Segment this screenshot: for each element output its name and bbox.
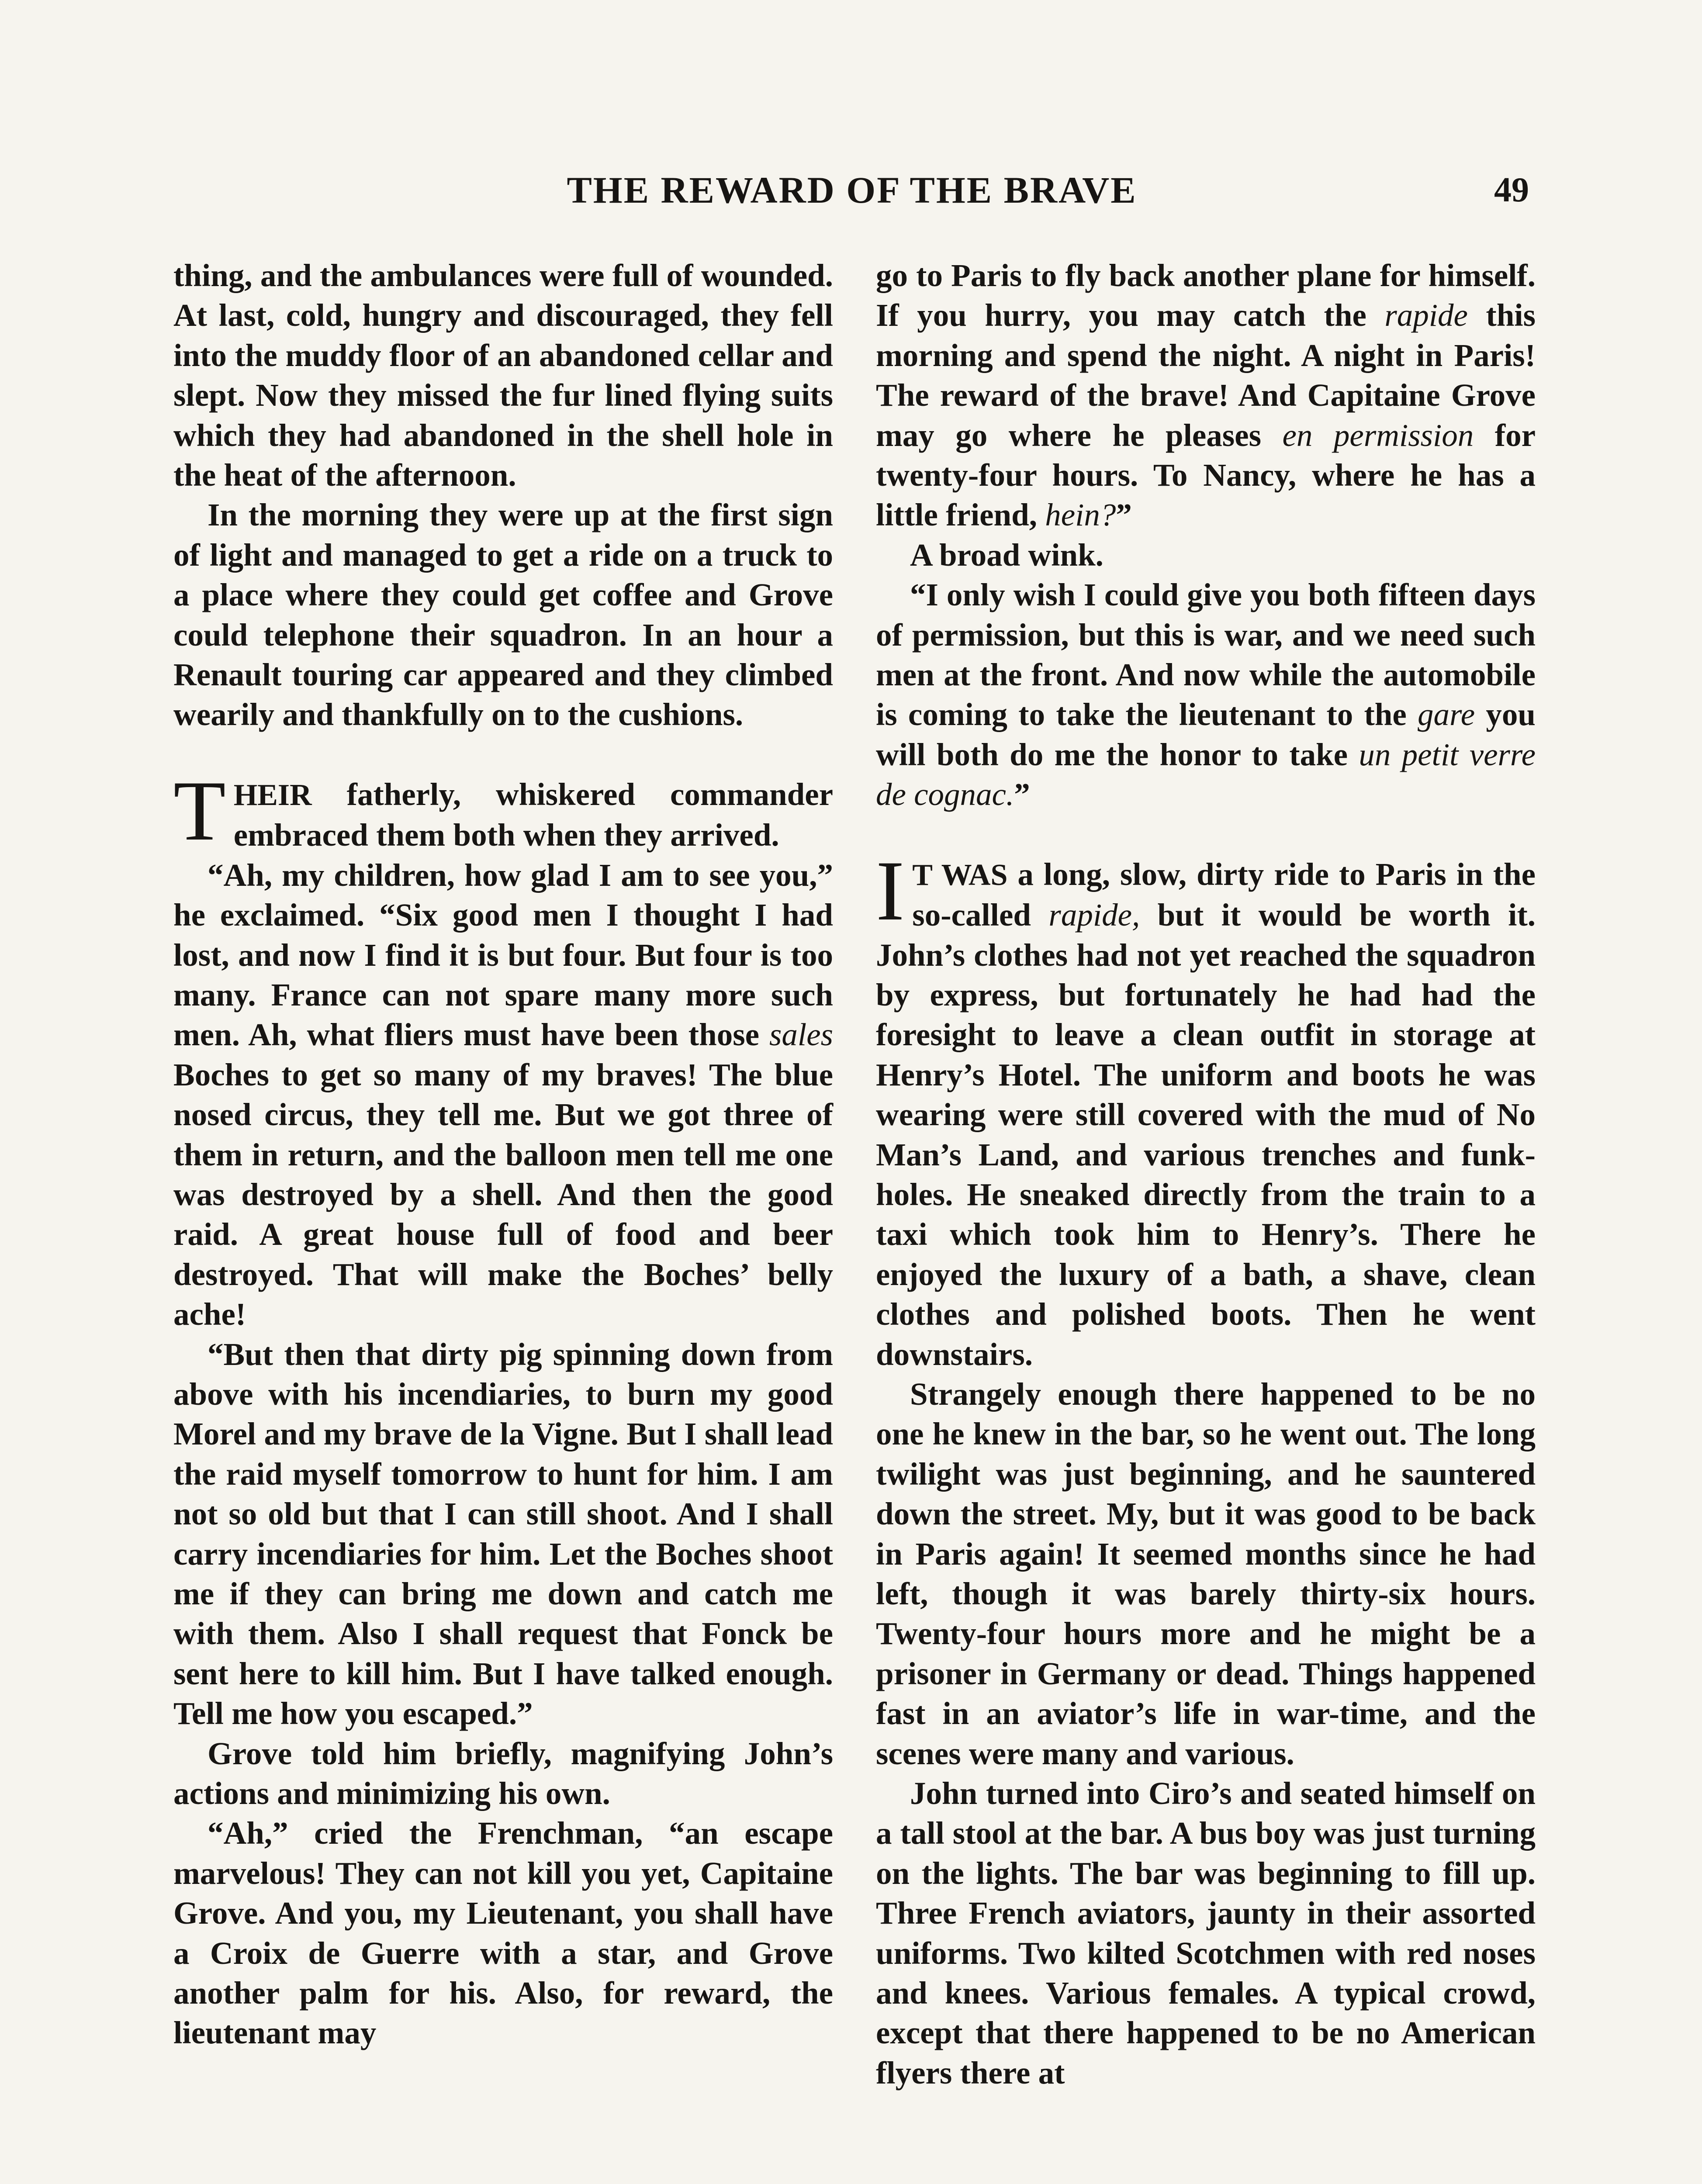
paragraph: “But then that dirty pig spinning down from above with his incendiaries, to burn my good Morel and my brave de la Vigne. But I shall lead the raid myself tomorrow to hunt for him. I am not so old but that I can still shoot. And I shall carry incendiaries for him. Let the Boches shoot me if they can bring me down and catch me with them. Also I shall request that Fonck be sent here to kill him. But I have talked enough. Tell me how you escaped.” [173, 1336, 833, 1731]
page-number: 49 [1494, 171, 1529, 209]
text-run: ” [1116, 497, 1132, 533]
paragraph: In the morning they were up at the first sign of light and managed to get a ride on a truck to a place where they could get coffee and Grove could telephone their squadron. In an hour a Renault touring car appeared and they climbed wearily and thankfully on to the cushions. [173, 497, 833, 733]
text-run: ” [1014, 777, 1030, 812]
paragraph-text: fatherly, whiskered commander embraced them both when they arrived. [233, 776, 833, 853]
left-column [173, 256, 833, 2184]
text-run: a long, slow, dirty ride to Paris in the so-called [912, 856, 1536, 933]
italic-run: en permission [1282, 417, 1474, 453]
text-run: go to Paris to fly back another plane for himself. If you hurry, you may catch the [876, 258, 1536, 333]
paragraph [876, 256, 1536, 535]
paragraph: Grove told him briefly, magnifying John’s actions and minimizing his own. [173, 1735, 833, 1811]
small-caps-lead: T WAS [912, 858, 1008, 892]
text-run: “I only wish I could give you both fifteen days of permission, but this is war, and we need such men at the front. And now while the automobile is coming to take the lieutenant to the [876, 577, 1536, 733]
italic-run: un petit verre de cognac. [876, 736, 1536, 812]
paragraph: thing, and the ambulances were full of wounded. At last, cold, hungry and discouraged, they fell into the muddy floor of an abandoned cellar and slept. Now they missed the fur lined flying suits which they had abandoned in the shell hole in the heat of the afternoon. [173, 258, 833, 493]
text-run: for twenty-four hours. To Nancy, where he has a little friend, [876, 417, 1536, 533]
italic-run: sales [769, 1017, 833, 1053]
paragraph [876, 575, 1536, 814]
italic-run: hein? [1045, 497, 1116, 533]
right-column [876, 256, 1536, 2184]
text-run: but it would be worth it. John’s clothes had not yet reached the squadron by express, but fortunately he had had the foresight to leave a clean outfit in storage at Henry’s Hotel. The uniform and boots he was wearing were still covered with the mud of No Man’s Land, and various trenches and funk-holes. He sneaked directly from the train to a taxi which took him to Henry’s. There he enjoyed the luxury of a bath, a shave, clean clothes and polished boots. Then he went downstairs. [876, 897, 1536, 1372]
text-run: you will both do me the honor to take [876, 697, 1536, 772]
paragraph [173, 855, 833, 1334]
paragraph: “Ah,” cried the Frenchman, “an escape marvelous! They can not kill you yet, Capitaine Grove. And you, my Lieutenant, you shall have a Croix de Guerre with a star, and Grove another palm for his. Also, for reward, the lieutenant may [173, 1815, 833, 2051]
text-run: Boches to get so many of my braves! The blue nosed circus, they tell me. But we got three of them in return, and the balloon men tell me one was destroyed by a shell. And then the good raid. A great house full of food and beer destroyed. That will make the Boches’ belly ache! [173, 1057, 833, 1332]
section-opening-paragraph [876, 843, 1536, 1374]
drop-cap: I [876, 843, 905, 938]
drop-cap: T [173, 763, 226, 858]
paragraph: John turned into Ciro’s and seated himself on a tall stool at the bar. A bus boy was just turning on the lights. The bar was beginning to fill up. Three French aviators, jaunty in their assorted uniforms. Two kilted Scotchmen with red noses and knees. Various females. A typical crowd, except that there happened to be no American flyers there at [876, 1776, 1536, 2091]
text-run: “Ah, my children, how glad I am to see you,” he exclaimed. “Six good men I thought I had lost, and now I find it is but four. But four is too many. France can not spare many more such men. Ah, what fliers must have been those [173, 857, 833, 1053]
italic-run: gare [1418, 697, 1475, 733]
section-opening-paragraph [173, 763, 833, 858]
text-run: this morning and spend the night. A night in Paris! The reward of the brave! And Capitaine Grove may go where he pleases [876, 297, 1536, 453]
italic-run: rapide [1384, 297, 1468, 333]
page-header [175, 164, 1529, 216]
italic-run: rapide, [1048, 897, 1140, 933]
paragraph: A broad wink. [910, 537, 1104, 573]
running-title: THE REWARD OF THE BRAVE [567, 169, 1137, 211]
small-caps-lead: HEIR [233, 778, 312, 812]
paragraph: Strangely enough there happened to be no one he knew in the bar, so he went out. The long twilight was just beginning, and he sauntered down the street. My, but it was good to be back in Paris again! It seemed months since he had left, though it was barely thirty-six hours. Twenty-four hours more and he might be a prisoner in Germany or dead. Things happened fast in an aviator’s life in war-time, and the scenes were many and various. [876, 1376, 1536, 1771]
